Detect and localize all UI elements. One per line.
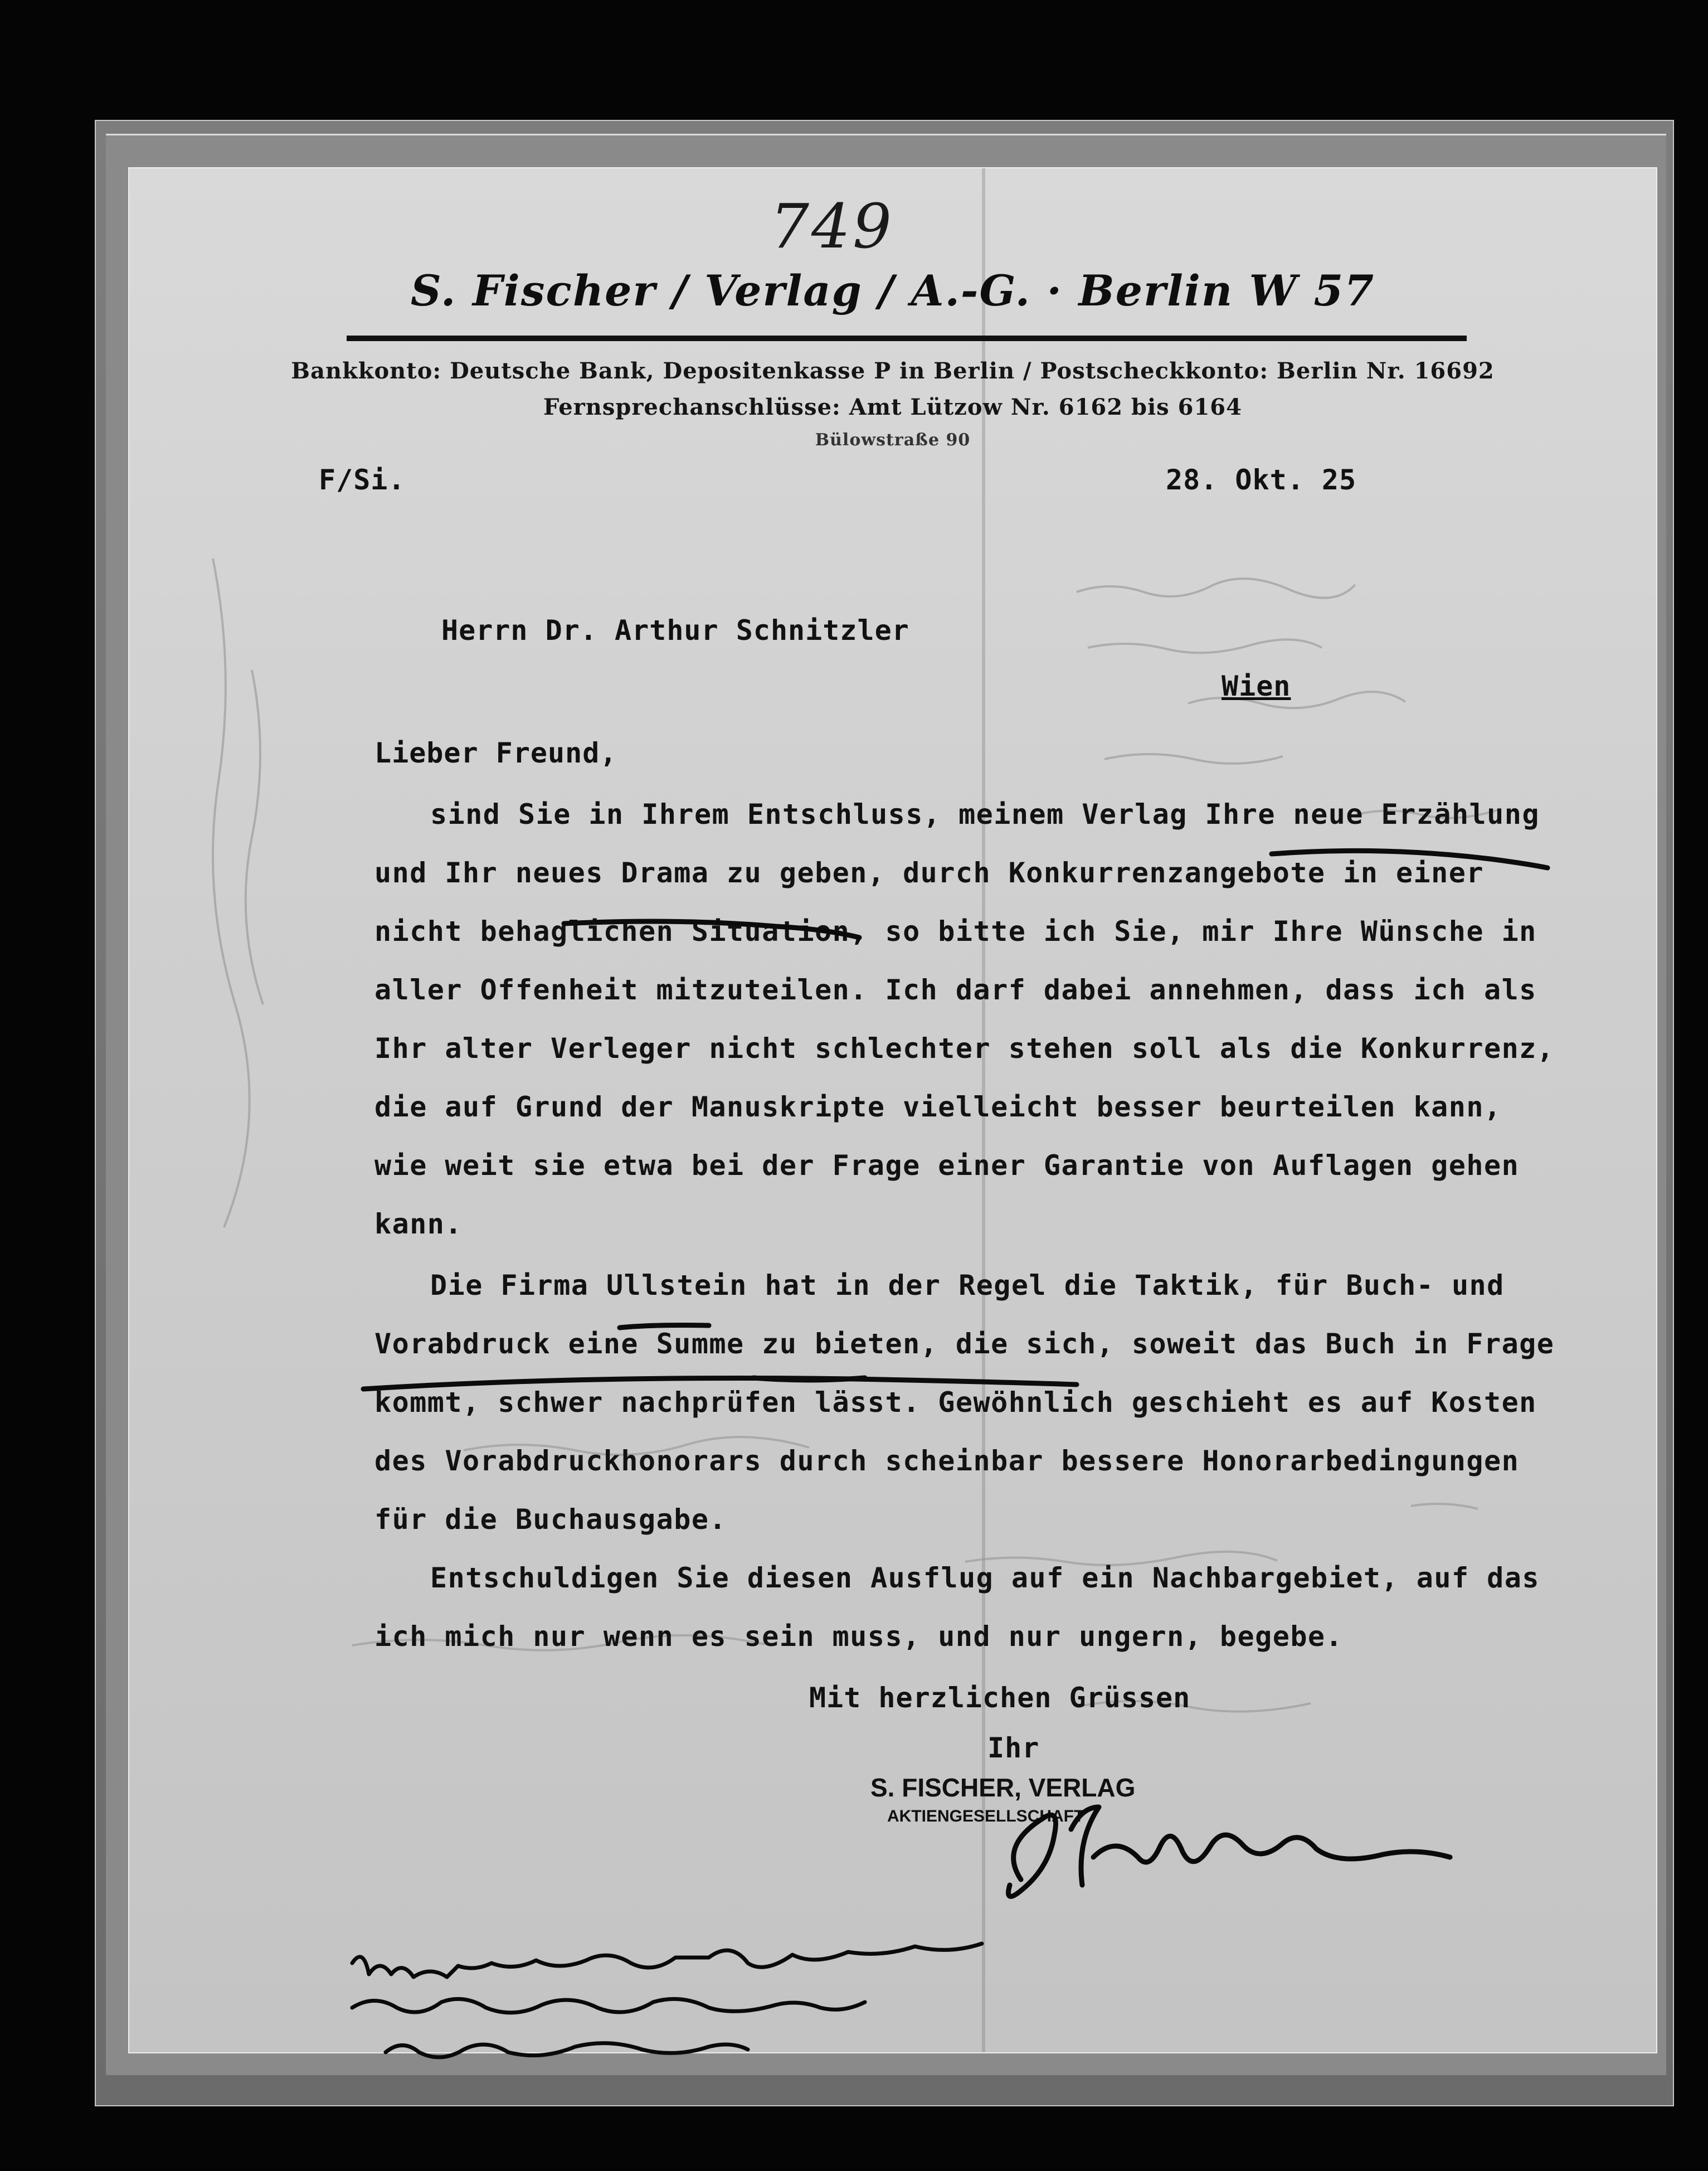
salutation: Lieber Freund, [374,737,617,769]
body-line: ich mich nur wenn es sein muss, und nur ungern, begebe. [374,1620,1344,1653]
recipient-name: Herrn Dr. Arthur Schnitzler [441,614,909,647]
body-line: Ihr alter Verleger nicht schlechter stehen soll als die Konkurrenz, [374,1032,1555,1065]
reference-code: F/Si. [319,464,406,496]
closing-greeting: Mit herzlichen Grüssen [809,1682,1191,1714]
body-line: aller Offenheit mitzuteilen. Ich darf dabei annehmen, dass ich als [374,974,1537,1006]
letter-page [128,167,1657,2053]
letterhead-title: S. Fischer / Verlag / A.-G. · Berlin W 57 [410,266,1375,315]
handwritten-annotation [341,1941,1288,2086]
company-stamp-subtitle: AKTIENGESELLSCHAFT [887,1807,1084,1825]
letterhead-street: Bülowstraße 90 [815,430,971,450]
body-line: für die Buchausgabe. [374,1503,727,1536]
body-line: und Ihr neues Drama zu geben, durch Konkurrenzangebote in einer [374,857,1484,889]
letterhead-bank: Bankkonto: Deutsche Bank, Depositenkasse P in Berlin / Postscheckkonto: Berlin Nr. 16692 [291,358,1495,384]
body-line: die auf Grund der Manuskripte vielleicht besser beurteilen kann, [374,1091,1502,1123]
closing-ihr: Ihr [987,1732,1040,1764]
letter-date: 28. Okt. 25 [1166,464,1357,496]
body-line: kommt, schwer nachprüfen lässt. Gewöhnlich geschieht es auf Kosten [374,1386,1537,1419]
body-line: sind Sie in Ihrem Entschluss, meinem Verlag Ihre neue Erzählung [430,798,1540,830]
body-line: des Vorabdruckhonorars durch scheinbar bessere Honorarbedingungen [374,1445,1520,1477]
archive-number: 749 [770,191,894,262]
body-line: kann. [374,1208,463,1240]
company-stamp-name: S. FISCHER, VERLAG [870,1773,1136,1802]
body-line: Die Firma Ullstein hat in der Regel die Taktik, für Buch- und [430,1269,1505,1301]
letterhead-phone: Fernsprechanschlüsse: Amt Lützow Nr. 6162 bis 6164 [543,394,1242,420]
recipient-city: Wien [1222,670,1291,702]
body-line: nicht behaglichen Situation, so bitte ich Sie, mir Ihre Wünsche in [374,915,1537,948]
body-line: Entschuldigen Sie diesen Ausflug auf ein Nachbargebiet, auf das [430,1562,1540,1594]
body-line: wie weit sie etwa bei der Frage einer Garantie von Auflagen gehen [374,1149,1520,1182]
pencil-underline-marks [129,168,1656,2052]
signature-s-fischer [987,1796,1489,1919]
body-line: Vorabdruck eine Summe zu bieten, die sich, soweit das Buch in Frage [374,1328,1555,1360]
